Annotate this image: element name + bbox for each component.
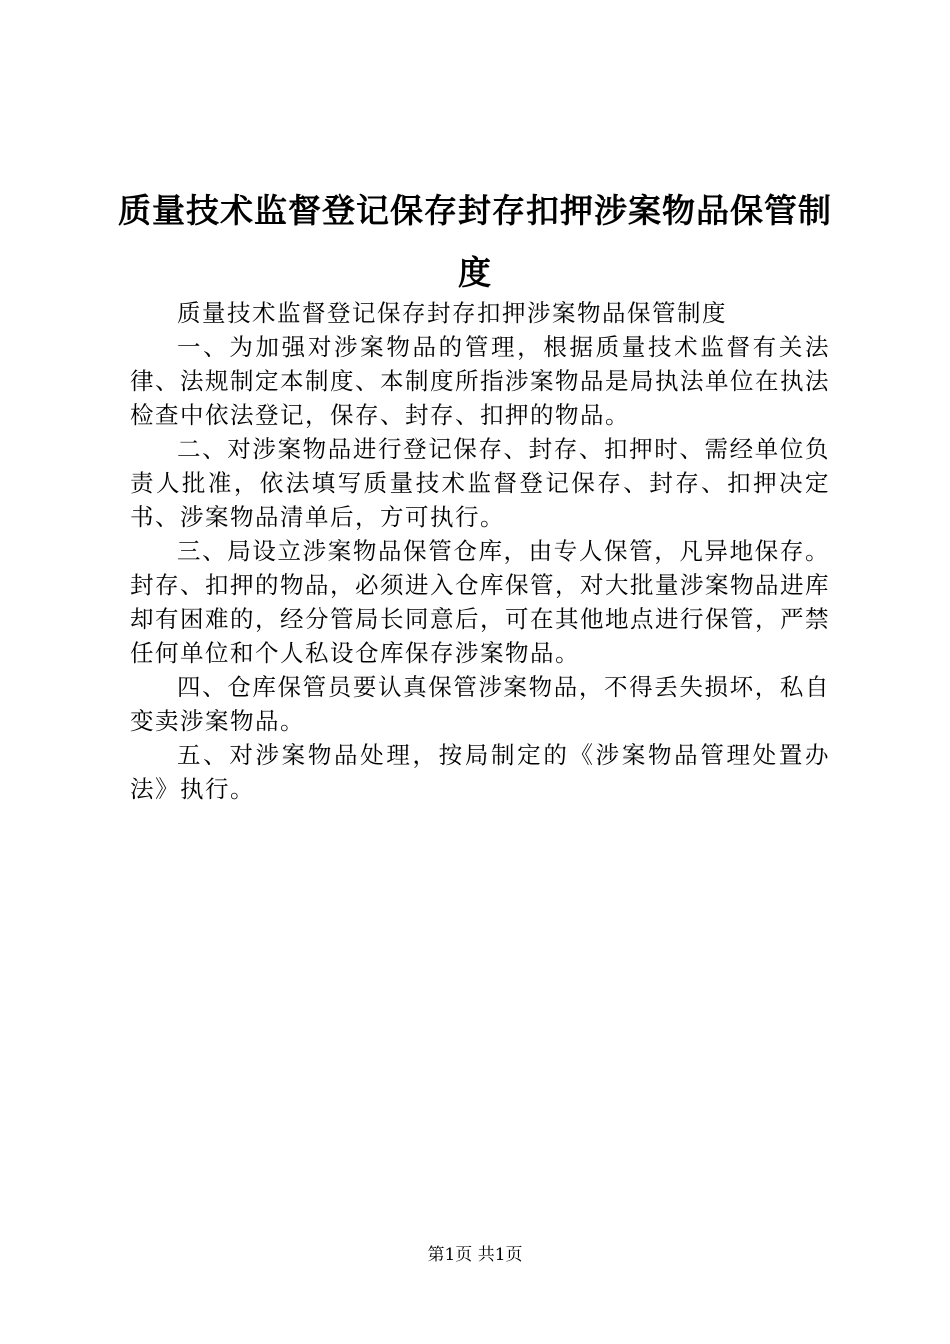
- body-paragraph-2: 二、对涉案物品进行登记保存、封存、扣押时、需经单位负责人批准，依法填写质量技术监督登记保存、封存、扣押决定书、涉案物品清单后，方可执行。: [130, 435, 830, 531]
- body-paragraph-3: 三、局设立涉案物品保管仓库，由专人保管，凡异地保存。封存、扣押的物品，必须进入仓库保管，对大批量涉案物品进库却有困难的，经分管局长同意后，可在其他地点进行保管，严禁任何单位和个人私设仓库保存涉案物品。: [130, 537, 830, 667]
- document-title: 质量技术监督登记保存封存扣押涉案物品保管制度: [118, 191, 832, 292]
- document-body: [130, 296, 830, 806]
- body-paragraph-heading: 质量技术监督登记保存封存扣押涉案物品保管制度: [177, 299, 727, 327]
- page-number-footer: 第1页 共1页: [427, 1245, 523, 1265]
- body-paragraph-1: 一、为加强对涉案物品的管理，根据质量技术监督有关法律、法规制定本制度、本制度所指涉案物品是局执法单位在执法检查中依法登记，保存、封存、扣押的物品。: [130, 333, 830, 429]
- body-paragraph-5: 五、对涉案物品处理，按局制定的《涉案物品管理处置办法》执行。: [130, 741, 830, 803]
- body-paragraph-4: 四、仓库保管员要认真保管涉案物品，不得丢失损坏，私自变卖涉案物品。: [130, 673, 830, 735]
